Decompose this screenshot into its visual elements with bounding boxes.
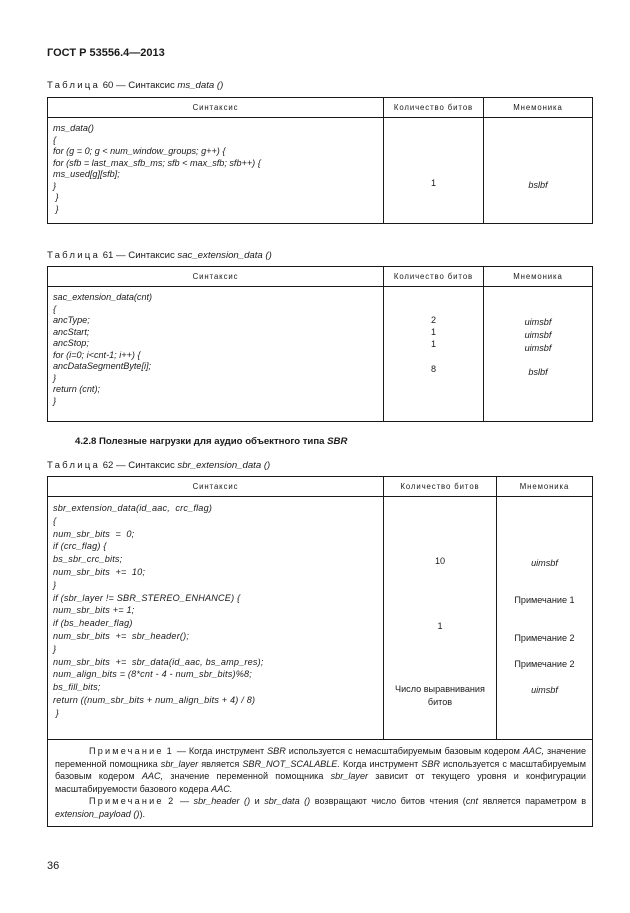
code-line: if (bs_header_flag) <box>53 618 133 629</box>
mnemonic-value: uimsbf <box>531 685 558 695</box>
column-header-mnemonic: Мнемоника <box>497 477 593 497</box>
note-term: sbr_layer <box>160 758 199 769</box>
code-line: } <box>53 192 59 202</box>
column-header-bits: Количество битов <box>384 267 484 287</box>
bits-value: битов <box>427 697 453 707</box>
code-line: num_sbr_bits += 1; <box>53 605 135 616</box>
column-header-mnemonic: Мнемоника <box>484 98 593 118</box>
code-line: for (g = 0; g < num_window_groups; g++) { <box>53 146 226 156</box>
table-61-caption <box>47 250 272 261</box>
note-text: — Когда инструмент <box>176 746 265 756</box>
bits-value: 1 <box>437 621 443 631</box>
code-line: return ((num_sbr_bits + num_align_bits + 4) / 8) <box>53 694 256 705</box>
document-header: ГОСТ Р 53556.4—2013 <box>47 47 165 59</box>
bits-value: 1 <box>430 178 437 188</box>
code-line: ms_data() <box>53 123 94 133</box>
note-text: — <box>179 796 190 807</box>
code-line: return (cnt); <box>53 384 100 394</box>
syntax-cell <box>48 497 384 740</box>
note-text: используется с масштабируемым базовым кодером <box>55 758 586 782</box>
note-text: ). <box>139 808 145 819</box>
mnemonic-value: uimsbf <box>531 558 558 568</box>
code-line: num_sbr_bits += 10; <box>53 566 146 577</box>
note-2 <box>55 795 586 820</box>
bits-cell <box>384 118 484 224</box>
note-term: sbr_data () <box>264 796 311 807</box>
code-line: num_sbr_bits += sbr_header(); <box>53 630 190 641</box>
mnemonic-value: uimsbf <box>524 343 552 353</box>
note-text: значение переменной помощника <box>55 746 587 769</box>
code-line: } <box>53 707 59 718</box>
code-line: for (sfb = last_max_sfb_ms; sfb < max_sfb; sfb++) { <box>53 157 261 168</box>
code-line: ancDataSegmentByte[i]; <box>53 361 152 371</box>
note-label: Примечание <box>89 796 164 807</box>
code-line: for (i=0; i<cnt-1; i++) { <box>53 349 141 360</box>
table-60-caption <box>47 80 223 91</box>
code-line: { <box>53 134 57 145</box>
table-60 <box>47 97 593 224</box>
code-line: if (crc_flag) { <box>53 541 107 552</box>
table-62 <box>47 476 593 827</box>
table-62-caption <box>47 460 270 471</box>
code-line: } <box>53 203 59 214</box>
mnemonic-cell <box>497 497 593 740</box>
note-term: sbr_layer <box>330 771 369 782</box>
caption-word: Таблица <box>47 80 101 91</box>
code-line: { <box>53 303 57 314</box>
caption-word: Таблица <box>47 250 101 261</box>
section-name: SBR <box>327 436 348 447</box>
mnemonic-value: uimsbf <box>524 317 552 327</box>
code-line: } <box>53 643 57 654</box>
note-term: AAC, <box>141 771 164 782</box>
note-term: SBR <box>421 758 440 769</box>
bits-value: Число выравнивания <box>395 684 485 694</box>
code-line: ancStop; <box>53 338 89 348</box>
code-line: { <box>53 515 57 526</box>
caption-rest: 62 — Синтаксис <box>102 460 175 471</box>
column-header-mnemonic: Мнемоника <box>484 267 593 287</box>
note-term: SBR <box>267 746 286 756</box>
note-number: 1 <box>166 746 174 756</box>
code-line: num_sbr_bits = 0; <box>53 528 135 539</box>
note-term: AAC, <box>522 746 545 756</box>
note-text: является параметром в <box>482 796 587 807</box>
column-header-bits: Количество битов <box>384 98 484 118</box>
code-line: } <box>53 372 57 383</box>
mnemonic-cell <box>484 287 593 422</box>
bits-cell <box>384 287 484 422</box>
mnemonic-cell <box>484 118 593 224</box>
code-line: bs_sbr_crc_bits; <box>53 554 123 565</box>
note-text: используется с немасштабируемым базовым кодером <box>288 746 520 756</box>
note-text: зависит от текущего уровня и конфигурации масштабируемости базового кодера <box>55 771 587 794</box>
bits-value: 2 <box>430 315 437 325</box>
column-header-bits: Количество битов <box>384 477 497 497</box>
bits-value: 10 <box>434 556 446 566</box>
note-label: Примечание <box>89 746 164 756</box>
code-line: sac_extension_data(cnt) <box>53 292 153 302</box>
column-header-syntax: Синтаксис <box>48 98 384 118</box>
note-text: значение переменной помощника <box>170 771 324 782</box>
code-line: ancType; <box>53 315 90 325</box>
note-text: Когда инструмент <box>342 758 419 769</box>
column-header-syntax: Синтаксис <box>48 267 384 287</box>
note-reference: Примечание 2 <box>514 633 575 643</box>
note-text: возвращают число битов чтения ( <box>314 796 466 807</box>
note-reference: Примечание 2 <box>514 659 575 669</box>
column-header-syntax: Синтаксис <box>48 477 384 497</box>
note-term: AAC. <box>211 783 233 794</box>
code-line: } <box>53 395 57 406</box>
section-number: 4.2.8 <box>75 436 97 447</box>
page-number: 36 <box>47 860 60 872</box>
code-line: num_sbr_bits += sbr_data(id_aac, bs_amp_res); <box>53 656 264 667</box>
caption-word: Таблица <box>47 460 101 471</box>
code-line: if (sbr_layer != SBR_STEREO_ENHANCE) { <box>53 592 241 603</box>
note-text: и <box>254 796 260 807</box>
caption-rest: 61 — Синтаксис <box>102 250 175 261</box>
table-notes <box>48 740 593 827</box>
caption-name: sac_extension_data () <box>177 250 272 261</box>
note-reference: Примечание 1 <box>514 595 575 605</box>
code-line: } <box>53 180 57 191</box>
syntax-cell <box>48 287 384 422</box>
section-heading <box>75 436 347 447</box>
code-line: } <box>53 579 57 590</box>
code-line: num_align_bits = (8*cnt - 4 - num_sbr_bits)%8; <box>53 669 252 680</box>
mnemonic-value: bslbf <box>528 367 548 377</box>
note-term: extension_payload () <box>55 808 140 819</box>
caption-name: sbr_extension_data () <box>177 460 271 471</box>
bits-cell <box>384 497 497 740</box>
mnemonic-value: uimsbf <box>524 330 552 340</box>
code-line: bs_fill_bits; <box>53 682 101 693</box>
note-term: sbr_header () <box>193 796 251 807</box>
note-term: SBR_NOT_SCALABLE. <box>242 758 340 769</box>
note-text: является <box>201 758 240 769</box>
note-number: 2 <box>168 796 176 807</box>
bits-value: 1 <box>430 339 437 349</box>
bits-value: 8 <box>430 364 437 374</box>
caption-name: ms_data () <box>177 80 224 91</box>
note-1 <box>55 745 586 795</box>
syntax-cell <box>48 118 384 224</box>
caption-rest: 60 — Синтаксис <box>102 80 175 91</box>
code-line: ms_used[g][sfb]; <box>53 169 120 179</box>
table-61 <box>47 266 593 422</box>
section-text: Полезные нагрузки для аудио объектного типа <box>99 436 325 447</box>
note-term: cnt <box>465 796 478 807</box>
code-line: ancStart; <box>53 326 90 337</box>
bits-value: 1 <box>430 327 437 337</box>
code-line: sbr_extension_data(id_aac, crc_flag) <box>53 503 213 513</box>
mnemonic-value: bslbf <box>528 180 548 190</box>
